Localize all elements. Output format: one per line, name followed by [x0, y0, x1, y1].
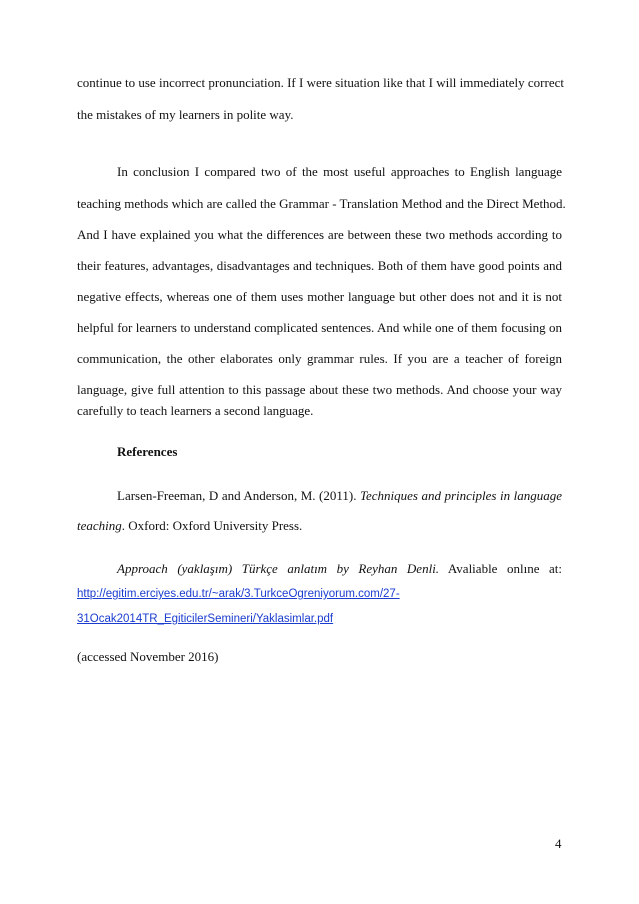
reference-availability: Avaliable onlıne at:	[439, 561, 562, 576]
reference-title: Techniques and principles in language	[359, 488, 562, 503]
paragraph-line: the mistakes of my learners in polite way.	[77, 107, 294, 122]
reference-title: teaching	[77, 518, 122, 533]
paragraph-line: negative effects, whereas one of them uses mother language but other does not and it is not	[77, 289, 562, 304]
reference-link-line	[77, 585, 562, 602]
reference-link[interactable]: http://egitim.erciyes.edu.tr/~arak/3.TurkceOgreniyorum.com/27-	[77, 588, 400, 600]
reference-authors: Larsen-Freeman, D and Anderson, M. (2011).	[117, 488, 360, 503]
paragraph-line: In conclusion I compared two of the most useful approaches to English language	[117, 164, 562, 179]
paragraph-line: continue to use incorrect pronunciation. If I were situation like that I will immediately correct	[77, 75, 564, 90]
references-heading: References	[117, 444, 178, 459]
paragraph-line: their features, advantages, disadvantages and techniques. Both of them have good points and	[77, 258, 562, 273]
paragraph-line: language, give full attention to this passage about these two methods. And choose your way	[77, 382, 562, 397]
reference-publisher: . Oxford: Oxford University Press.	[121, 518, 303, 533]
paragraph-line: teaching methods which are called the Grammar - Translation Method and the Direct Method.	[77, 196, 566, 211]
reference-entry-line	[117, 561, 562, 577]
reference-entry-line	[117, 488, 562, 504]
page-number: 4	[555, 836, 562, 851]
reference-title: Approach (yaklaşım) Türkçe anlatım by Reyhan Denli.	[117, 561, 440, 576]
paragraph-line: communication, the other elaborates only grammar rules. If you are a teacher of foreign	[77, 351, 562, 366]
paragraph-line: carefully to teach learners a second language.	[77, 403, 314, 418]
paragraph-line: And I have explained you what the differences are between these two methods according to	[77, 227, 562, 242]
reference-link[interactable]: 31Ocak2014TR_EgiticilerSemineri/Yaklasimlar.pdf	[77, 613, 334, 625]
paragraph-line: helpful for learners to understand complicated sentences. And while one of them focusing on	[77, 320, 562, 335]
reference-accessed: (accessed November 2016)	[77, 649, 219, 664]
reference-entry-line	[77, 518, 562, 534]
reference-link-line	[77, 610, 562, 627]
